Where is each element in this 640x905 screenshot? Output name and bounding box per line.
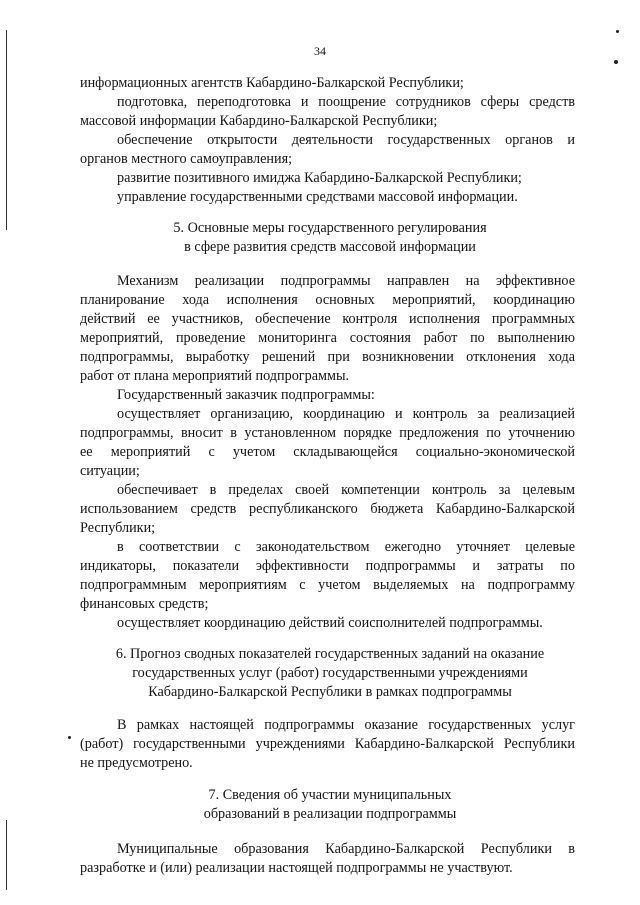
section-5-title: 5. Основные меры государственного регулирования <box>173 220 487 236</box>
scan-edge-mark <box>6 820 7 890</box>
section-7-title: образований в реализации подпрограммы <box>203 806 457 822</box>
text-line: финансовых средств; <box>80 596 209 612</box>
section-6-title: государственных услуг (работ) государственными учреждениями <box>132 665 528 681</box>
text-line: Государственный заказчик подпрограммы: <box>117 387 375 403</box>
text-line: осуществляет координацию действий соисполнителей подпрограммы. <box>117 615 543 631</box>
text-line: работ от плана мероприятий подпрограммы. <box>80 368 350 384</box>
text-line: массовой информации Кабардино-Балкарской Республики; <box>80 113 438 129</box>
text-line: подпрограммным мероприятиям с учетом выделяемых на подпрограмму <box>80 577 575 593</box>
text-line: подпрограммы, выработку решений при возникновении отклонения хода <box>80 349 575 365</box>
text-line: Республики; <box>80 520 156 536</box>
text-line: не предусмотрено. <box>80 755 193 771</box>
text-line: В рамках настоящей подпрограммы оказание государственных услуг <box>117 717 575 733</box>
text-line: Муниципальные образования Кабардино-Балкарской Республики в <box>117 841 575 857</box>
scan-speck <box>616 30 619 33</box>
text-line: обеспечение открытости деятельности государственных органов и <box>117 132 575 148</box>
scan-speck <box>614 60 618 64</box>
text-line: подготовка, переподготовка и поощрение сотрудников сферы средств <box>117 94 575 110</box>
page-number: 34 <box>314 44 326 58</box>
text-line: подпрограммы, вносит в установленном порядке предложения по уточнению <box>80 425 575 441</box>
scan-edge-mark <box>6 30 7 230</box>
section-6-title: 6. Прогноз сводных показателей государственных заданий на оказание <box>115 646 545 662</box>
section-5-title: в сфере развития средств массовой информации <box>184 239 476 255</box>
text-line: осуществляет организацию, координацию и контроль за реализацией <box>117 406 575 422</box>
text-line: ее мероприятий с учетом складывающейся социально-экономической <box>80 444 575 460</box>
text-line: развитие позитивного имиджа Кабардино-Балкарской Республики; <box>117 170 522 186</box>
text-line: информационных агентств Кабардино-Балкарской Республики; <box>80 75 464 91</box>
scan-speck <box>68 736 71 739</box>
text-line: (работ) государственными учреждениями Кабардино-Балкарской Республики <box>80 736 575 752</box>
text-line: Механизм реализации подпрограммы направлен на эффективное <box>117 273 575 289</box>
text-line: управление государственными средствами массовой информации. <box>117 189 518 205</box>
text-line: органов местного самоуправления; <box>80 151 293 167</box>
text-line: ситуации; <box>80 463 140 479</box>
section-7-title: 7. Сведения об участии муниципальных <box>208 787 452 803</box>
text-line: действий ее участников, обеспечение контроля исполнения программных <box>80 311 575 327</box>
text-line: использованием средств республиканского бюджета Кабардино-Балкарской <box>80 501 575 517</box>
text-line: индикаторы, показатели эффективности подпрограммы и затраты по <box>80 558 575 574</box>
text-line: обеспечивает в пределах своей компетенции контроль за целевым <box>117 482 575 498</box>
text-line: разработке и (или) реализации настоящей подпрограммы не участвуют. <box>80 860 513 876</box>
text-line: планирование хода исполнения основных мероприятий, координацию <box>80 292 575 308</box>
section-6-title: Кабардино-Балкарской Республики в рамках подпрограммы <box>148 684 512 700</box>
text-line: мероприятий, проведение мониторинга состояния работ по выполнению <box>80 330 575 346</box>
text-line: в соответствии с законодательством ежегодно уточняет целевые <box>117 539 575 555</box>
